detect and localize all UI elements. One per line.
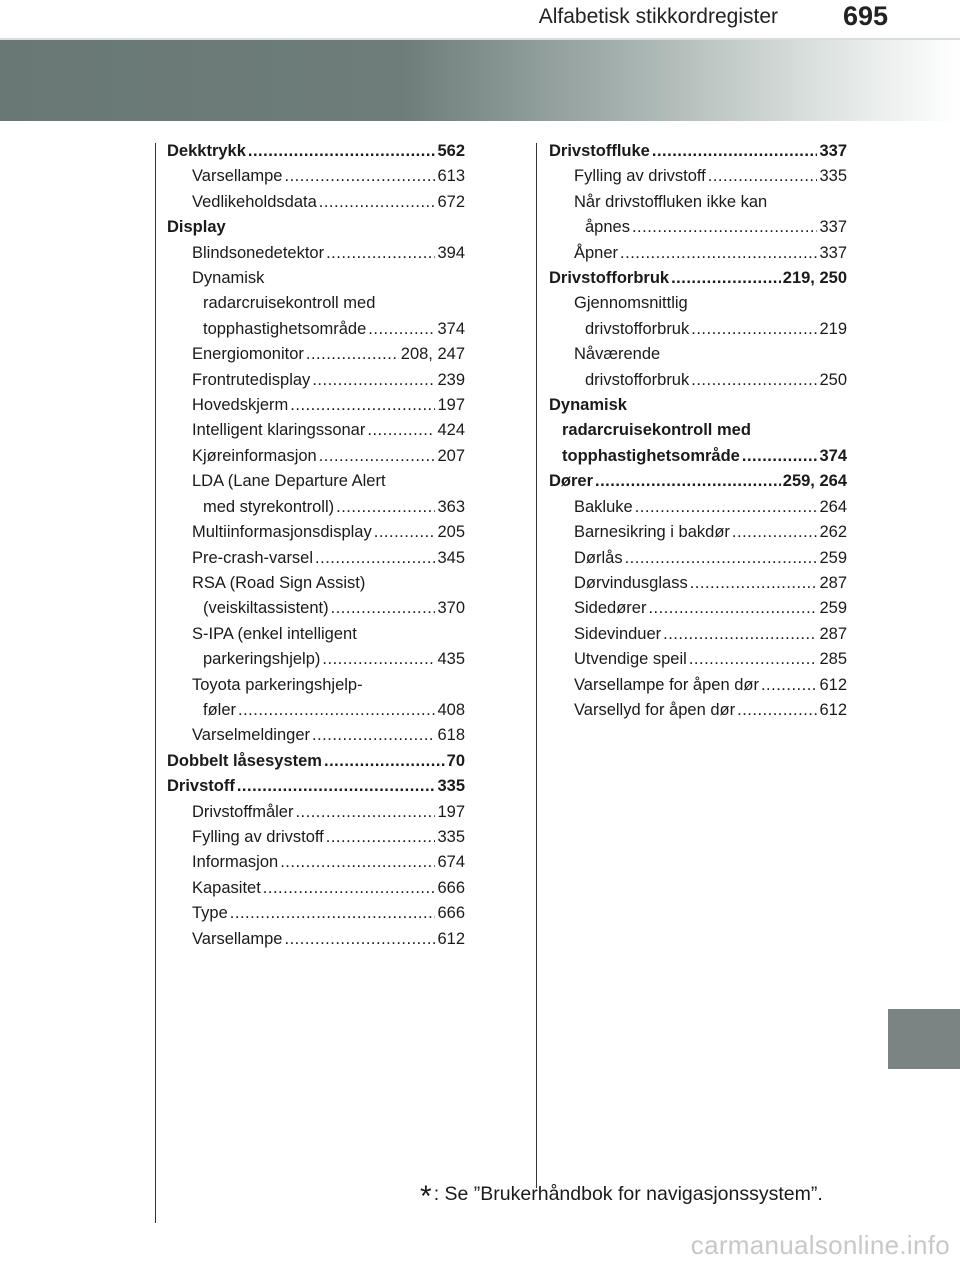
index-term: Informasjon xyxy=(192,853,279,872)
index-term: Fylling av drivstoff xyxy=(574,167,706,186)
index-entry xyxy=(549,266,847,291)
index-page-number: 239 xyxy=(437,370,465,389)
index-term: føler xyxy=(203,700,236,719)
index-page-number: 394 xyxy=(437,243,465,262)
index-term: Toyota parkeringshjelp- xyxy=(192,675,363,694)
dot-leader xyxy=(737,698,817,723)
dot-leader xyxy=(374,520,436,545)
index-term: Energiomonitor xyxy=(192,345,304,364)
section-title: Alfabetisk stikkordregister xyxy=(538,5,778,28)
column-divider-rule xyxy=(536,143,537,1188)
index-term: parkeringshjelp) xyxy=(203,650,321,669)
index-term: Dører xyxy=(549,472,594,491)
index-term: Drivstofforbruk xyxy=(549,269,670,288)
index-page-number: 618 xyxy=(437,726,465,745)
index-entry xyxy=(167,647,465,672)
dot-leader xyxy=(691,317,817,342)
index-page-number: 337 xyxy=(819,218,847,237)
dot-leader xyxy=(230,901,436,926)
index-page-number: 259 xyxy=(819,548,847,567)
dot-leader xyxy=(625,546,818,571)
dot-leader xyxy=(367,418,435,443)
index-page-number: 374 xyxy=(819,446,847,465)
index-entry xyxy=(167,698,465,723)
index-entry xyxy=(549,647,847,672)
index-entry xyxy=(549,673,847,698)
index-term: Sidevinduer xyxy=(574,624,662,643)
index-page-number: 197 xyxy=(437,802,465,821)
index-page-number: 666 xyxy=(437,904,465,923)
index-term: Varsellampe xyxy=(192,929,283,948)
index-term: Varsellampe for åpen dør xyxy=(574,675,759,694)
index-entry xyxy=(549,368,847,393)
dot-leader xyxy=(663,622,817,647)
index-entry xyxy=(167,800,465,825)
dot-leader xyxy=(652,139,818,164)
index-term: radarcruisekontroll med xyxy=(203,294,376,313)
index-entry xyxy=(167,266,465,291)
index-term: drivstofforbruk xyxy=(585,370,690,389)
footnote-symbol: * xyxy=(420,1180,432,1213)
index-page-number: 262 xyxy=(819,523,847,542)
dot-leader xyxy=(632,215,818,240)
dot-leader xyxy=(319,444,436,469)
index-term: Varselmeldinger xyxy=(192,726,310,745)
index-term: Når drivstoffluken ikke kan xyxy=(574,192,768,211)
index-term: Dobbelt låsesystem xyxy=(167,751,322,770)
index-page-number: 337 xyxy=(819,243,847,262)
index-page-number: 259, 264 xyxy=(782,472,847,491)
index-entry xyxy=(167,723,465,748)
index-entry xyxy=(549,241,847,266)
index-term: Gjennomsnittlig xyxy=(574,294,688,313)
index-page-number: 612 xyxy=(819,700,847,719)
dot-leader xyxy=(671,266,781,291)
index-entry xyxy=(167,164,465,189)
index-entry xyxy=(167,342,465,367)
dot-leader xyxy=(689,647,818,672)
index-page-number: 335 xyxy=(437,827,465,846)
dot-leader xyxy=(708,164,818,189)
page-header xyxy=(0,0,960,38)
dot-leader xyxy=(742,444,818,469)
index-page-number: 335 xyxy=(437,777,465,796)
index-entry xyxy=(167,596,465,621)
decorative-header-band xyxy=(0,40,960,121)
footnote xyxy=(420,1180,823,1214)
index-entry xyxy=(167,850,465,875)
index-term: Display xyxy=(167,218,226,237)
dot-leader xyxy=(295,800,435,825)
index-term: Kapasitet xyxy=(192,878,261,897)
index-page-number: 335 xyxy=(819,167,847,186)
index-term: LDA (Lane Departure Alert xyxy=(192,472,386,491)
index-entry xyxy=(167,215,465,240)
index-entry xyxy=(167,622,465,647)
index-entry xyxy=(549,469,847,494)
index-entry xyxy=(167,241,465,266)
index-term: Dørvindusglass xyxy=(574,573,688,592)
index-entry xyxy=(167,825,465,850)
index-entry xyxy=(549,190,847,215)
dot-leader xyxy=(326,241,435,266)
index-term: drivstofforbruk xyxy=(585,319,690,338)
index-page-number: 70 xyxy=(446,751,465,770)
index-term: Frontrutedisplay xyxy=(192,370,311,389)
index-term: Åpner xyxy=(574,243,619,262)
dot-leader xyxy=(648,596,817,621)
footnote-text: : Se ”Brukerhåndbok for navigasjonssystem”. xyxy=(433,1183,823,1205)
index-term: Nåværende xyxy=(574,345,661,364)
dot-leader xyxy=(336,495,435,520)
index-entry xyxy=(167,520,465,545)
index-page-number: 408 xyxy=(437,700,465,719)
page-number: 695 xyxy=(842,1,888,31)
index-term: radarcruisekontroll med xyxy=(562,421,751,440)
watermark: carmanualsonline.info xyxy=(690,1230,950,1260)
index-entry xyxy=(549,317,847,342)
index-entry xyxy=(549,139,847,164)
dot-leader xyxy=(248,139,436,164)
index-term: Barnesikring i bakdør xyxy=(574,523,730,542)
index-entry xyxy=(549,546,847,571)
dot-leader xyxy=(324,749,445,774)
dot-leader xyxy=(761,673,818,698)
dot-leader xyxy=(237,774,436,799)
index-term: åpnes xyxy=(585,218,630,237)
index-entry xyxy=(167,749,465,774)
index-page-number: 374 xyxy=(437,319,465,338)
index-page-number: 370 xyxy=(437,599,465,618)
index-page-number: 219 xyxy=(819,319,847,338)
index-term: Dynamisk xyxy=(192,269,265,288)
index-page-number: 613 xyxy=(437,167,465,186)
index-entry xyxy=(549,698,847,723)
index-page-number: 674 xyxy=(437,853,465,872)
dot-leader xyxy=(238,698,435,723)
index-entry xyxy=(549,215,847,240)
index-term: topphastighetsområde xyxy=(203,319,367,338)
index-entry xyxy=(549,495,847,520)
index-entry xyxy=(167,190,465,215)
index-term: Intelligent klaringssonar xyxy=(192,421,366,440)
index-entry xyxy=(167,774,465,799)
index-entry xyxy=(167,393,465,418)
index-term: Drivstoffluke xyxy=(549,142,650,160)
index-term: Dekktrykk xyxy=(167,142,246,160)
index-entry xyxy=(167,927,465,952)
dot-leader xyxy=(284,164,435,189)
index-entry xyxy=(549,622,847,647)
index-entry xyxy=(549,393,847,418)
index-entry xyxy=(549,520,847,545)
dot-leader xyxy=(312,368,435,393)
dot-leader xyxy=(322,647,435,672)
index-term: Drivstoff xyxy=(167,777,235,796)
index-term: (veiskiltassistent) xyxy=(203,599,329,618)
index-page-number: 345 xyxy=(437,548,465,567)
index-term: S-IPA (enkel intelligent xyxy=(192,624,357,643)
index-entry xyxy=(167,571,465,596)
index-entry xyxy=(167,139,465,164)
index-term: Blindsonedetektor xyxy=(192,243,325,262)
index-column-left xyxy=(167,139,465,952)
index-entry xyxy=(167,444,465,469)
dot-leader xyxy=(368,317,435,342)
index-term: topphastighetsområde xyxy=(562,446,740,465)
dot-leader xyxy=(280,850,435,875)
index-page-number: 672 xyxy=(437,192,465,211)
index-term: Multiinformasjonsdisplay xyxy=(192,523,372,542)
index-entry xyxy=(549,444,847,469)
index-entry xyxy=(549,291,847,316)
dot-leader xyxy=(319,190,436,215)
index-page-number: 612 xyxy=(819,675,847,694)
dot-leader xyxy=(595,469,781,494)
index-term: Bakluke xyxy=(574,497,633,516)
index-page-number: 424 xyxy=(437,421,465,440)
index-entry xyxy=(167,673,465,698)
left-margin-rule xyxy=(155,143,156,1223)
index-page-number: 287 xyxy=(819,624,847,643)
index-page-number: 259 xyxy=(819,599,847,618)
index-term: RSA (Road Sign Assist) xyxy=(192,573,366,592)
index-page-number: 264 xyxy=(819,497,847,516)
index-term: Utvendige speil xyxy=(574,650,687,669)
index-page-number: 208, 247 xyxy=(400,345,465,364)
index-entry xyxy=(549,164,847,189)
dot-leader xyxy=(284,927,435,952)
index-term: Sidedører xyxy=(574,599,647,618)
index-term: Fylling av drivstoff xyxy=(192,827,324,846)
index-entry xyxy=(167,901,465,926)
index-page-number: 250 xyxy=(819,370,847,389)
index-term: Drivstoffmåler xyxy=(192,802,294,821)
dot-leader xyxy=(331,596,436,621)
index-entry xyxy=(167,469,465,494)
dot-leader xyxy=(620,241,817,266)
index-page-number: 337 xyxy=(819,142,847,160)
index-page-number: 363 xyxy=(437,497,465,516)
index-page-number: 435 xyxy=(437,650,465,669)
index-entry xyxy=(167,368,465,393)
dot-leader xyxy=(691,368,817,393)
index-page-number: 562 xyxy=(437,142,465,160)
index-page-number: 287 xyxy=(819,573,847,592)
index-entry xyxy=(167,291,465,316)
dot-leader xyxy=(326,825,436,850)
index-entry xyxy=(167,317,465,342)
dot-leader xyxy=(263,876,436,901)
index-entry xyxy=(167,495,465,520)
index-term: Varsellampe xyxy=(192,167,283,186)
index-page-number: 197 xyxy=(437,396,465,415)
index-entry xyxy=(167,546,465,571)
index-term: Kjøreinformasjon xyxy=(192,446,317,465)
index-page-number: 666 xyxy=(437,878,465,897)
chapter-tab-marker xyxy=(888,1009,960,1069)
index-entry xyxy=(167,876,465,901)
dot-leader xyxy=(290,393,435,418)
index-page-number: 612 xyxy=(437,929,465,948)
index-entry xyxy=(549,596,847,621)
index-page-number: 207 xyxy=(437,446,465,465)
index-entry xyxy=(549,418,847,443)
index-page-number: 285 xyxy=(819,650,847,669)
index-page-number: 205 xyxy=(437,523,465,542)
index-term: Hovedskjerm xyxy=(192,396,289,415)
index-term: med styrekontroll) xyxy=(203,497,335,516)
index-entry xyxy=(549,571,847,596)
dot-leader xyxy=(635,495,818,520)
index-entry xyxy=(167,418,465,443)
dot-leader xyxy=(732,520,818,545)
index-term: Varsellyd for åpen dør xyxy=(574,700,736,719)
dot-leader xyxy=(315,546,435,571)
index-page-number: 219, 250 xyxy=(782,269,847,288)
index-entry xyxy=(549,342,847,367)
index-column-right xyxy=(549,139,847,723)
index-term: Dørlås xyxy=(574,548,623,567)
dot-leader xyxy=(312,723,435,748)
index-term: Type xyxy=(192,904,228,923)
index-term: Dynamisk xyxy=(549,396,627,415)
index-term: Vedlikeholdsdata xyxy=(192,192,317,211)
dot-leader xyxy=(690,571,818,596)
dot-leader xyxy=(306,342,399,367)
index-term: Pre-crash-varsel xyxy=(192,548,314,567)
